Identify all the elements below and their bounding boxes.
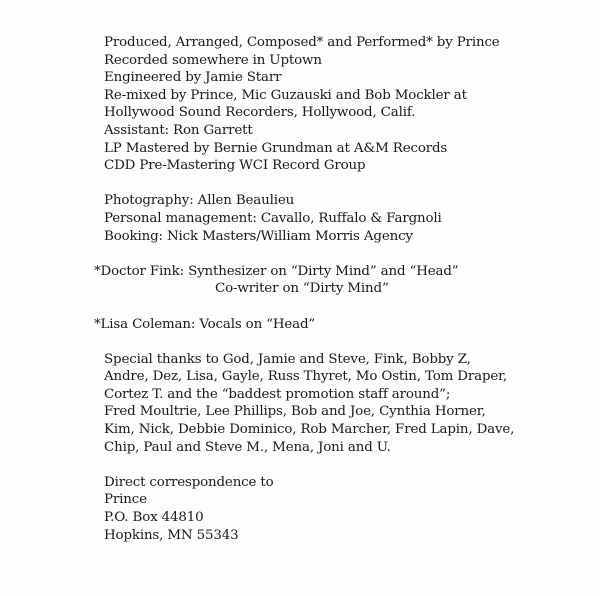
credit-line-cd-premastering: CDD Pre-Mastering WCI Record Group xyxy=(104,158,366,174)
thanks-line: Kim, Nick, Debbie Dominico, Rob Marcher, Fred Lapin, Dave, xyxy=(104,422,515,438)
spacer xyxy=(104,245,584,263)
credit-line-management: Personal management: Cavallo, Ruffalo & Fargnoli xyxy=(104,210,442,226)
thanks-line: Fred Moultrie, Lee Phillips, Bob and Joe, Cynthia Horner, xyxy=(104,404,486,420)
credit-line-booking: Booking: Nick Masters/William Morris Agency xyxy=(104,228,413,244)
credit-line-produced: Produced, Arranged, Composed* and Performed* by Prince xyxy=(104,35,500,50)
footnote-doctor-fink xyxy=(94,263,584,298)
correspondence-address xyxy=(104,474,584,544)
staff-credits xyxy=(104,192,584,245)
address-city: Hopkins, MN 55343 xyxy=(104,527,239,543)
credit-line-remixed: Re-mixed by Prince, Mic Guzauski and Bob Mockler at xyxy=(104,87,467,103)
spacer xyxy=(104,456,584,474)
thanks-line: Special thanks to God, Jamie and Steve, Fink, Bobby Z, xyxy=(104,351,471,367)
footnote-lisa-line: *Lisa Coleman: Vocals on “Head” xyxy=(94,316,316,332)
credit-line-photography: Photography: Allen Beaulieu xyxy=(104,193,295,209)
footnote-fink-line1: *Doctor Fink: Synthesizer on “Dirty Mind” and “Head” xyxy=(94,263,459,279)
address-intro: Direct correspondence to xyxy=(104,474,274,490)
thanks-line: Andre, Dez, Lisa, Gayle, Russ Thyret, Mo Ostin, Tom Draper, xyxy=(104,369,508,385)
thanks-line: Cortez T. and the “baddest promotion staff around”; xyxy=(104,386,451,402)
credits-text-block xyxy=(94,34,584,544)
credit-line-recorded: Recorded somewhere in Uptown xyxy=(104,52,322,68)
credit-line-assistant: Assistant: Ron Garrett xyxy=(104,122,253,138)
production-credits xyxy=(104,34,584,175)
credit-line-engineered: Engineered by Jamie Starr xyxy=(104,70,282,86)
spacer xyxy=(104,298,584,316)
address-name: Prince xyxy=(104,492,147,508)
footnote-lisa-coleman xyxy=(94,316,584,334)
spacer xyxy=(104,333,584,351)
spacer xyxy=(104,175,584,193)
thanks-line: Chip, Paul and Steve M., Mena, Joni and U. xyxy=(104,439,391,455)
credit-line-lp-mastered: LP Mastered by Bernie Grundman at A&M Records xyxy=(104,140,448,156)
special-thanks xyxy=(104,351,584,457)
credit-line-studio: Hollywood Sound Recorders, Hollywood, Calif. xyxy=(104,105,416,121)
address-po-box: P.O. Box 44810 xyxy=(104,510,204,526)
footnote-fink-line2: Co-writer on “Dirty Mind” xyxy=(215,281,389,297)
